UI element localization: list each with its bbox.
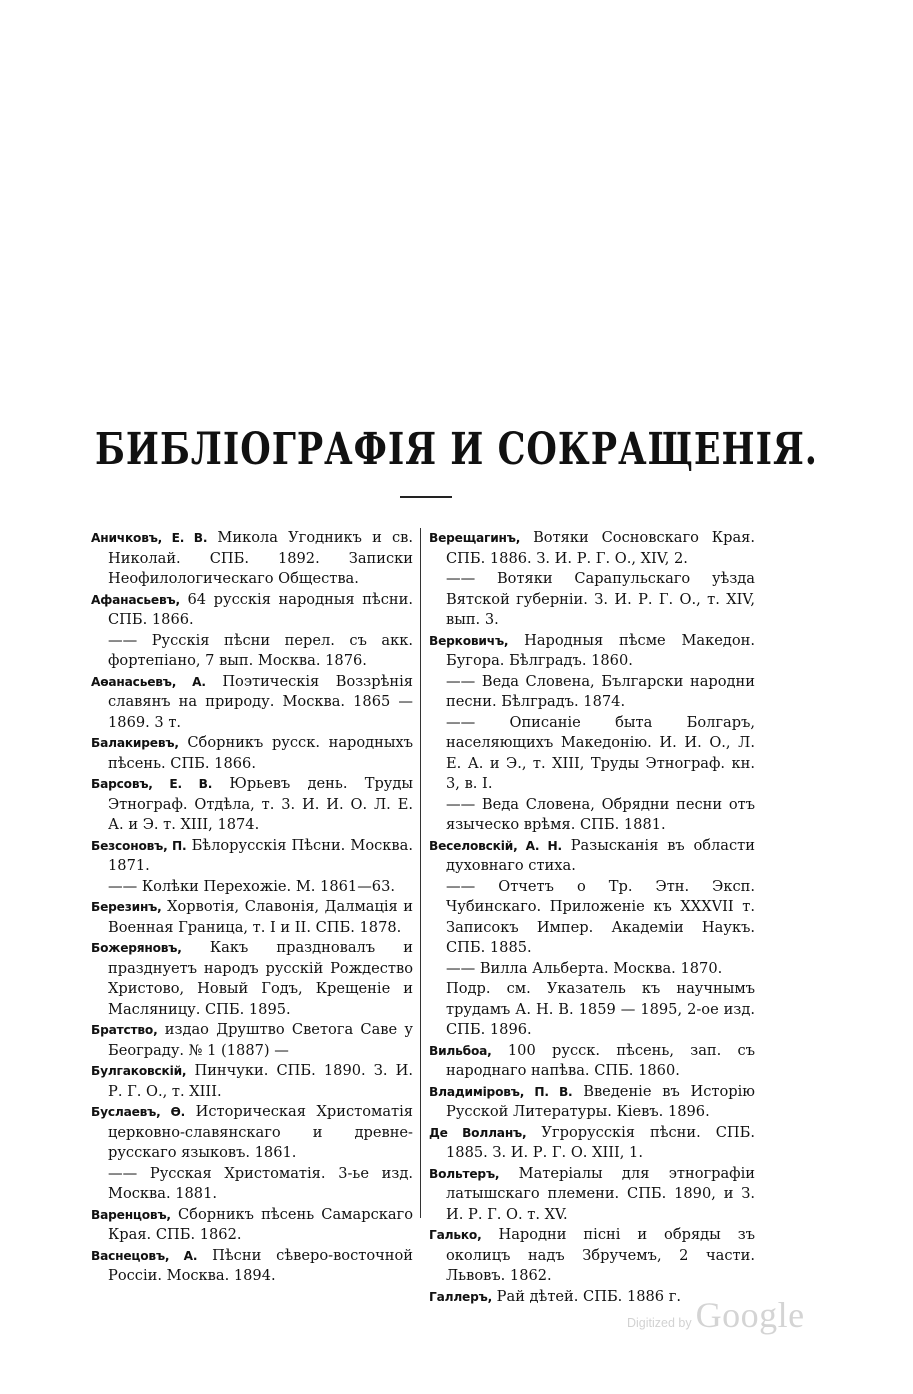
entry-text: Народныя пѣсме Македон. Бугора. Бѣлградъ. 1860. xyxy=(446,631,755,669)
entry-text: Рай дѣтей. СПБ. 1886 г. xyxy=(492,1287,682,1305)
entry-text: —— Отчетъ о Тр. Этн. Эксп. Чубинскаго. Приложеніе къ XXXVII т. Записокъ Импер. Академіи Наукъ. СПБ. 1885. xyxy=(446,877,755,956)
entry-text: Матеріалы для этнографіи латышскаго племени. СПБ. 1890, и З. И. Р. Г. О. т. XV. xyxy=(446,1164,755,1223)
column-divider xyxy=(420,528,421,1218)
entry-author: Булгаковскій, xyxy=(91,1064,187,1078)
entry-author: Аѳанасьевъ, А. xyxy=(91,674,206,689)
bibliography-entry xyxy=(91,631,413,672)
entry-text: Микола Угодникъ и св. Николай. СПБ. 1892. Записки Неофилологическаго Общества. xyxy=(108,529,413,587)
bibliography-entry xyxy=(429,795,755,836)
bibliography-entry xyxy=(91,1020,413,1061)
bibliography-entry xyxy=(91,774,413,836)
page-title: БИБЛІОГРАФІЯ И СОКРАЩЕНІЯ. xyxy=(95,424,818,476)
entry-author: Верковичъ, xyxy=(429,633,509,648)
bibliography-entry xyxy=(91,672,413,734)
bibliography-entry xyxy=(91,938,413,1020)
entry-author: Верещагинъ, xyxy=(429,531,521,545)
entry-author: Васнецовъ, А. xyxy=(91,1248,198,1263)
entry-text: Угрорусскія пѣсни. СПБ. 1885. З. И. Р. Г. О. XIII, 1. xyxy=(446,1123,755,1161)
entry-author: Барсовъ, Е. В. xyxy=(91,777,213,791)
bibliography-entry xyxy=(91,897,413,938)
entry-text: Разысканія въ области духовнаго стиха. xyxy=(446,836,755,874)
bibliography-entry xyxy=(429,672,755,713)
entry-author: Братство, xyxy=(91,1023,158,1037)
entry-text: —— Описаніе быта Болгаръ, населяющихъ Македонію. И. И. О., Л. Е. А. и Э., т. XIII, Труды Этнограф. кн. 3, в. I. xyxy=(446,713,755,792)
bibliography-entry xyxy=(91,1205,413,1246)
entry-author: Веселовскій, А. Н. xyxy=(429,838,562,853)
entry-text: Сборникъ пѣсень Самарскаго Края. СПБ. 1862. xyxy=(108,1205,413,1243)
entry-author: Де Волланъ, xyxy=(429,1125,527,1140)
entry-text: —— Вотяки Сарапульскаго уѣзда Вятской губерніи. З. И. Р. Г. О., т. XIV, вып. 3. xyxy=(446,570,755,628)
bibliography-entry xyxy=(429,713,755,795)
entry-author: Аничковъ, Е. В. xyxy=(91,531,208,545)
entry-text: —— Веда Словена, Обрядни песни отъ язычеcко врѣмя. СПБ. 1881. xyxy=(446,795,755,833)
entry-author: Вильбоа, xyxy=(429,1043,492,1058)
entry-author: Владиміровъ, П. В. xyxy=(429,1084,573,1099)
bibliography-entry xyxy=(91,1102,413,1164)
bibliography-entry xyxy=(91,733,413,774)
entry-author: Буслаевъ, Ѳ. xyxy=(91,1105,186,1119)
entry-author: Афанасьевъ, xyxy=(91,592,180,607)
bibliography-entry xyxy=(429,979,755,1041)
bibliography-entry xyxy=(429,631,755,672)
entry-text: издао Друштво Светога Саве у Београду. № 1 (1887) — xyxy=(108,1021,413,1059)
bibliography-entry xyxy=(429,959,755,980)
entry-text: Сборникъ русск. народныхъ пѣсень. СПБ. 1866. xyxy=(108,734,413,772)
bibliography-entry xyxy=(91,1246,413,1287)
bibliography-entry xyxy=(429,877,755,959)
entry-author: Вольтеръ, xyxy=(429,1166,500,1181)
right-column xyxy=(429,528,755,1307)
entry-text: Введеніе въ Исторію Русской Литературы. Кіевъ. 1896. xyxy=(446,1082,755,1120)
bibliography-entry xyxy=(91,1061,413,1102)
entry-text: —— Вилла Альберта. Москва. 1870. xyxy=(446,959,723,977)
entry-text: Какъ праздновалъ и празднуетъ народъ русскій Рождество Христово, Новый Годъ, Крещеніе и Масляницу. СПБ. 1895. xyxy=(108,939,413,1018)
bibliography-entry xyxy=(429,836,755,877)
entry-author: Балакиревъ, xyxy=(91,736,179,750)
entry-author: Божеряновъ, xyxy=(91,941,182,955)
entry-author: Галлеръ, xyxy=(429,1289,493,1304)
bibliography-entry xyxy=(91,528,413,590)
watermark-small-text: Digitized by xyxy=(627,1316,692,1330)
entry-text: Пинчуки. СПБ. 1890. З. И. Р. Г. О., т. XIII. xyxy=(108,1062,413,1100)
google-watermark xyxy=(627,1294,805,1336)
bibliography-entry xyxy=(429,569,755,631)
entry-text: 64 русскія народныя пѣсни. СПБ. 1866. xyxy=(108,590,413,628)
bibliography-entry xyxy=(91,590,413,631)
watermark-logo-text: Google xyxy=(695,1295,805,1335)
left-column xyxy=(91,528,413,1287)
bibliography-entry xyxy=(429,1041,755,1082)
entry-text: Вотяки Сосновскаго Края. СПБ. 1886. З. И. Р. Г. О., XIV, 2. xyxy=(446,529,755,567)
entry-text: 100 русск. пѣсень, зап. съ народнаго напѣва. СПБ. 1860. xyxy=(446,1041,755,1079)
entry-text: Пѣсни сѣверо-восточной Россіи. Москва. 1894. xyxy=(108,1246,413,1284)
entry-text: Хорвотія, Славонія, Далмація и Военная Граница, т. I и II. СПБ. 1878. xyxy=(108,898,413,936)
entry-text: —— Колѣки Перехожіе. М. 1861—63. xyxy=(108,877,395,895)
entry-text: Историческая Христоматія церковно-славянскаго и древне-русскаго языковъ. 1861. xyxy=(108,1103,413,1161)
entry-text: —— Русскія пѣсни перел. съ акк. фортепіано, 7 вып. Москва. 1876. xyxy=(108,631,413,669)
entry-text: Поэтическія Воззрѣнія славянъ на природу. Москва. 1865 — 1869. 3 т. xyxy=(108,672,413,731)
entry-text: —— Веда Словена, Български народни песни. Бѣлградъ. 1874. xyxy=(446,672,755,710)
entry-text: Бѣлорусскія Пѣсни. Москва. 1871. xyxy=(108,836,413,874)
entry-author: Галько, xyxy=(429,1228,482,1242)
bibliography-entry xyxy=(429,1164,755,1226)
entry-text: Юрьевъ день. Труды Этнограф. Отдѣла, т. 3. И. И. О. Л. Е. А. и Э. т. XIII, 1874. xyxy=(108,775,413,833)
bibliography-entry xyxy=(429,528,755,569)
title-rule xyxy=(400,496,452,498)
bibliography-entry xyxy=(91,1164,413,1205)
bibliography-entry xyxy=(429,1082,755,1123)
entry-author: Березинъ, xyxy=(91,900,162,914)
bibliography-entry xyxy=(91,877,413,898)
bibliography-entry xyxy=(429,1123,755,1164)
bibliography-entry xyxy=(91,836,413,877)
entry-author: Безсоновъ, П. xyxy=(91,838,187,853)
entry-author: Варенцовъ, xyxy=(91,1207,171,1222)
bibliography-entry xyxy=(429,1225,755,1287)
entry-text: —— Русская Христоматія. 3-ье изд. Москва. 1881. xyxy=(108,1164,413,1202)
entry-text: Народни пісні и обряды зъ околицъ надъ Збручемъ, 2 части. Львовъ. 1862. xyxy=(446,1226,755,1284)
entry-text: Подр. см. Указатель къ научнымъ трудамъ А. Н. В. 1859 — 1895, 2-ое изд. СПБ. 1896. xyxy=(446,980,755,1038)
